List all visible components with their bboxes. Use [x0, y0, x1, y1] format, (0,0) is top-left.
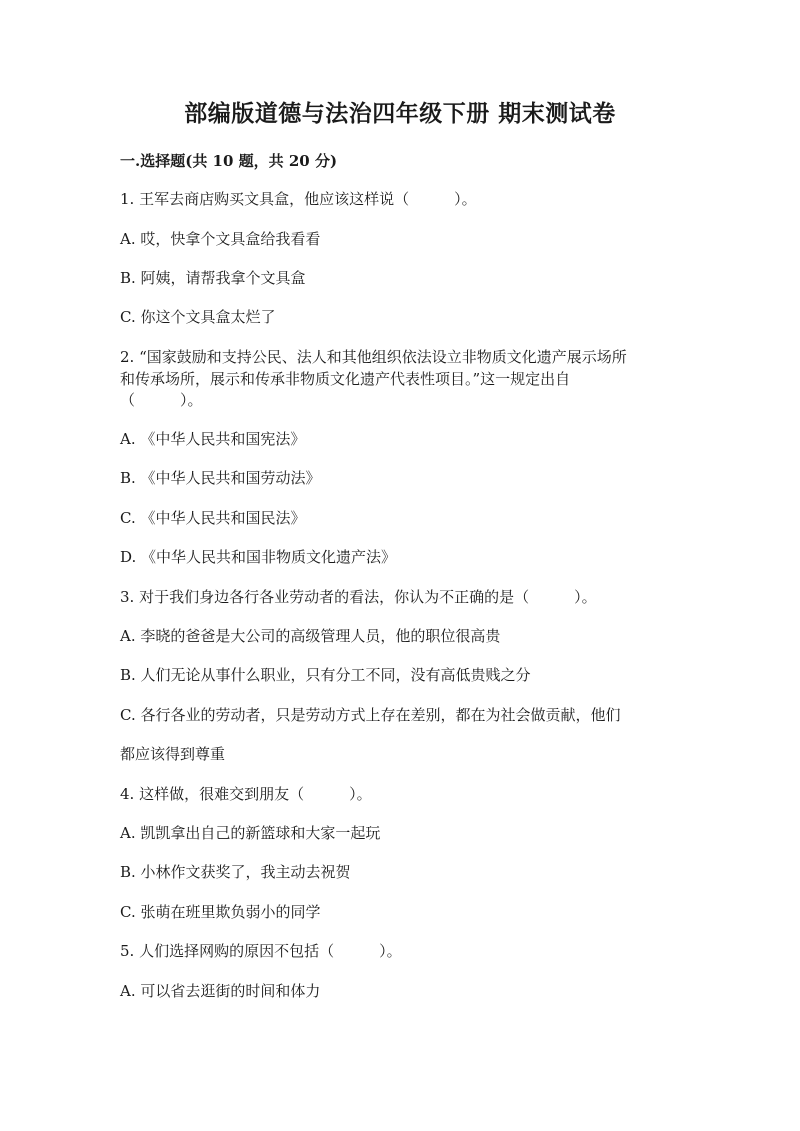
question-2-option-a: A. 《中华人民共和国宪法》	[120, 430, 306, 448]
question-1-stem: 1. 王军去商店购买文具盒，他应该这样说（ ）。	[120, 190, 477, 208]
question-4-stem: 4. 这样做，很难交到朋友（ ）。	[120, 785, 372, 803]
question-3-stem: 3. 对于我们身边各行各业劳动者的看法，你认为不正确的是（ ）。	[120, 588, 597, 606]
question-4-option-b: B. 小林作文获奖了，我主动去祝贺	[120, 863, 351, 881]
question-3-option-b: B. 人们无论从事什么职业，只有分工不同，没有高低贵贱之分	[120, 666, 531, 684]
question-2-stem-line-2: 和传承场所，展示和传承非物质文化遗产代表性项目。”这一规定出自	[120, 370, 571, 388]
question-4-option-c: C. 张萌在班里欺负弱小的同学	[120, 903, 321, 921]
section-heading: 一.选择题(共 10 题，共 20 分)	[120, 152, 338, 170]
question-2-option-c: C. 《中华人民共和国民法》	[120, 509, 306, 527]
question-1-option-b: B. 阿姨，请帮我拿个文具盒	[120, 269, 306, 287]
question-5-stem: 5. 人们选择网购的原因不包括（ ）。	[120, 942, 402, 960]
question-2-stem-line-1: 2. “国家鼓励和支持公民、法人和其他组织依法设立非物质文化遗产展示场所	[120, 348, 627, 366]
page-title: 部编版道德与法治四年级下册 期末测试卷	[184, 100, 616, 127]
question-3-option-a: A. 李晓的爸爸是大公司的高级管理人员，他的职位很高贵	[120, 627, 501, 645]
question-5-option-a: A. 可以省去逛街的时间和体力	[120, 982, 321, 1000]
question-1-option-a: A. 哎，快拿个文具盒给我看看	[120, 230, 321, 248]
question-2-option-b: B. 《中华人民共和国劳动法》	[120, 469, 321, 487]
question-4-option-a: A. 凯凯拿出自己的新篮球和大家一起玩	[120, 824, 381, 842]
question-3-option-c-line-2: 都应该得到尊重	[120, 745, 226, 763]
question-1-option-c: C. 你这个文具盒太烂了	[120, 308, 276, 326]
question-3-option-c-line-1: C. 各行各业的劳动者，只是劳动方式上存在差别，都在为社会做贡献，他们	[120, 706, 621, 724]
question-2-option-d: D. 《中华人民共和国非物质文化遗产法》	[120, 548, 397, 566]
question-2-stem-line-3: （ ）。	[120, 391, 203, 409]
